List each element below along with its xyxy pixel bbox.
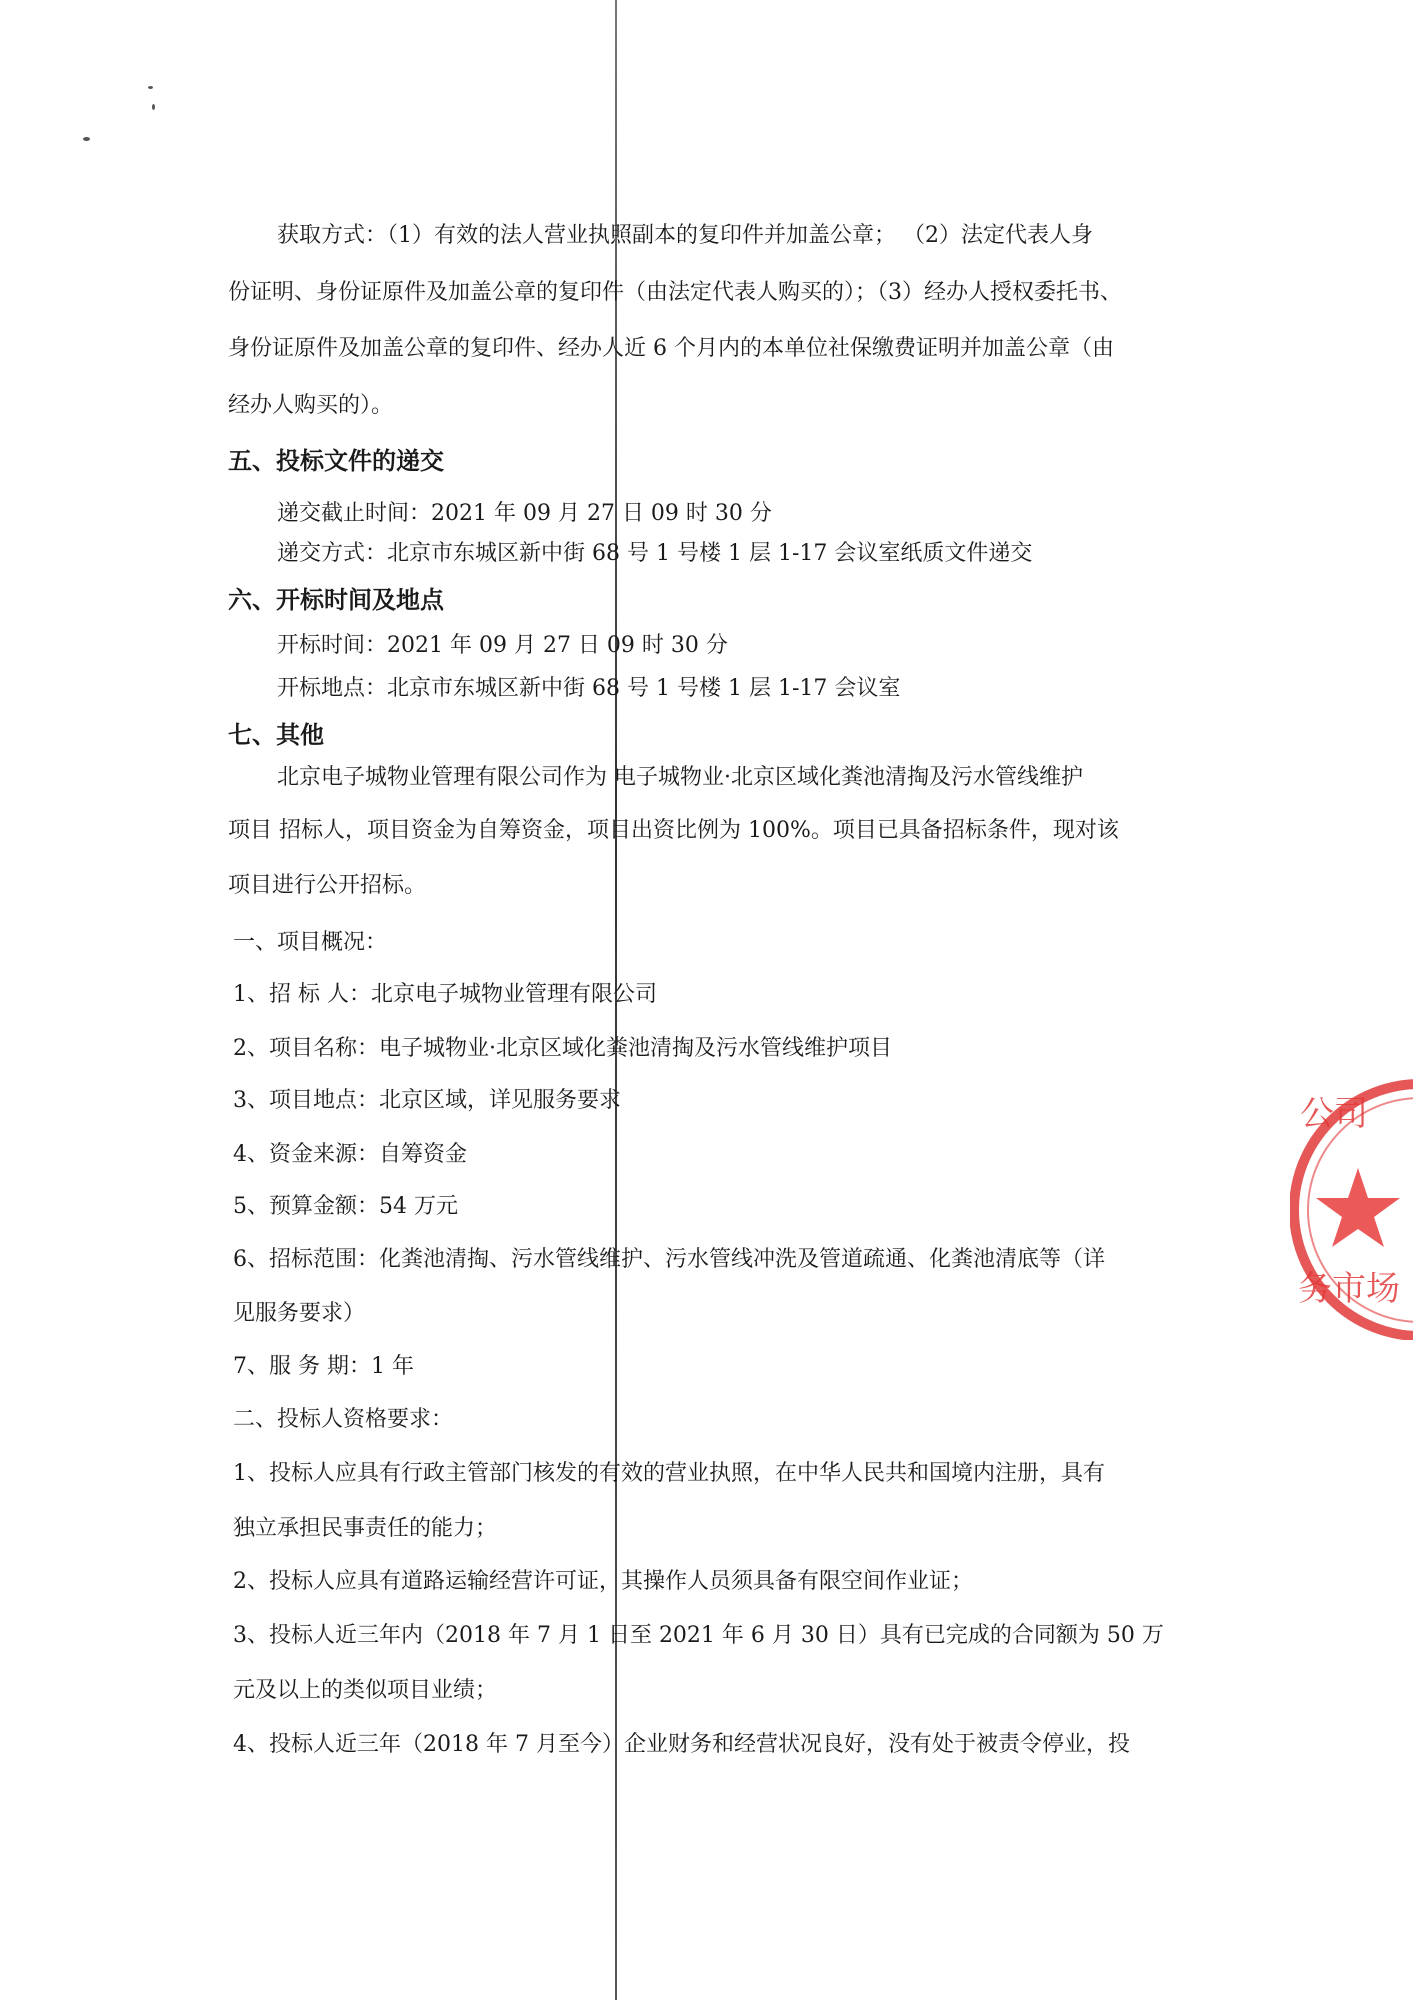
text-line: 开标地点：北京市东城区新中街 68 号 1 号楼 1 层 1-17 会议室 xyxy=(277,676,901,701)
svg-text:务市场: 务市场 xyxy=(1298,1269,1400,1309)
text-line: 3、项目地点：北京区域，详见服务要求 xyxy=(233,1088,621,1113)
text-line: 身份证原件及加盖公章的复印件、经办人近 6 个月内的本单位社保缴费证明并加盖公章（由 xyxy=(228,336,1114,361)
text-line: 1、招 标 人：北京电子城物业管理有限公司 xyxy=(233,982,657,1007)
section-heading: 七、其他 xyxy=(228,721,324,749)
text-line: 2、项目名称：电子城物业·北京区域化粪池清掏及污水管线维护项目 xyxy=(233,1036,892,1061)
text-line: 4、资金来源：自筹资金 xyxy=(233,1142,467,1167)
text-line: 递交截止时间：2021 年 09 月 27 日 09 时 30 分 xyxy=(277,501,772,526)
text-line: 1、投标人应具有行政主管部门核发的有效的营业执照，在中华人民共和国境内注册，具有 xyxy=(233,1461,1106,1486)
text-line: 项目进行公开招标。 xyxy=(228,873,427,898)
text-line: 二、投标人资格要求： xyxy=(233,1407,454,1432)
text-line: 一、项目概况： xyxy=(233,930,388,955)
text-line: 5、预算金额：54 万元 xyxy=(233,1194,458,1219)
section-heading: 六、开标时间及地点 xyxy=(228,586,444,614)
text-line: 北京电子城物业管理有限公司作为 电子城物业·北京区域化粪池清掏及污水管线维护 xyxy=(277,765,1083,790)
text-line: 项目 招标人，项目资金为自筹资金，项目出资比例为 100%。项目已具备招标条件，现对该 xyxy=(228,818,1119,843)
svg-text:公司: 公司 xyxy=(1300,1094,1368,1134)
text-line: 开标时间：2021 年 09 月 27 日 09 时 30 分 xyxy=(277,633,728,658)
scan-speck xyxy=(148,86,153,89)
scan-speck xyxy=(83,137,90,141)
text-line: 递交方式：北京市东城区新中街 68 号 1 号楼 1 层 1-17 会议室纸质文件递交 xyxy=(277,541,1033,566)
text-line: 2、投标人应具有道路运输经营许可证，其操作人员须具备有限空间作业证； xyxy=(233,1569,973,1594)
text-line: 4、投标人近三年（2018 年 7 月至今）企业财务和经营状况良好，没有处于被责令停业，投 xyxy=(233,1732,1130,1757)
text-line: 经办人购买的）。 xyxy=(228,393,394,418)
text-line: 7、服 务 期：1 年 xyxy=(233,1354,414,1379)
text-line: 6、招标范围：化粪池清掏、污水管线维护、污水管线冲洗及管道疏通、化粪池清底等（详 xyxy=(233,1247,1106,1272)
text-line: 获取方式：（1）有效的法人营业执照副本的复印件并加盖公章； （2）法定代表人身 xyxy=(277,223,1093,248)
text-line: 3、投标人近三年内（2018 年 7 月 1 日至 2021 年 6 月 30 日）具有已完成的合同额为 50 万 xyxy=(233,1623,1164,1648)
company-seal xyxy=(1290,1060,1413,1340)
section-heading: 五、投标文件的递交 xyxy=(228,447,444,475)
text-line: 见服务要求） xyxy=(233,1301,366,1326)
text-line: 元及以上的类似项目业绩； xyxy=(233,1678,498,1703)
text-line: 独立承担民事责任的能力； xyxy=(233,1516,498,1541)
text-line: 份证明、身份证原件及加盖公章的复印件（由法定代表人购买的）；（3）经办人授权委托书、 xyxy=(228,280,1123,305)
scan-speck xyxy=(152,104,155,110)
